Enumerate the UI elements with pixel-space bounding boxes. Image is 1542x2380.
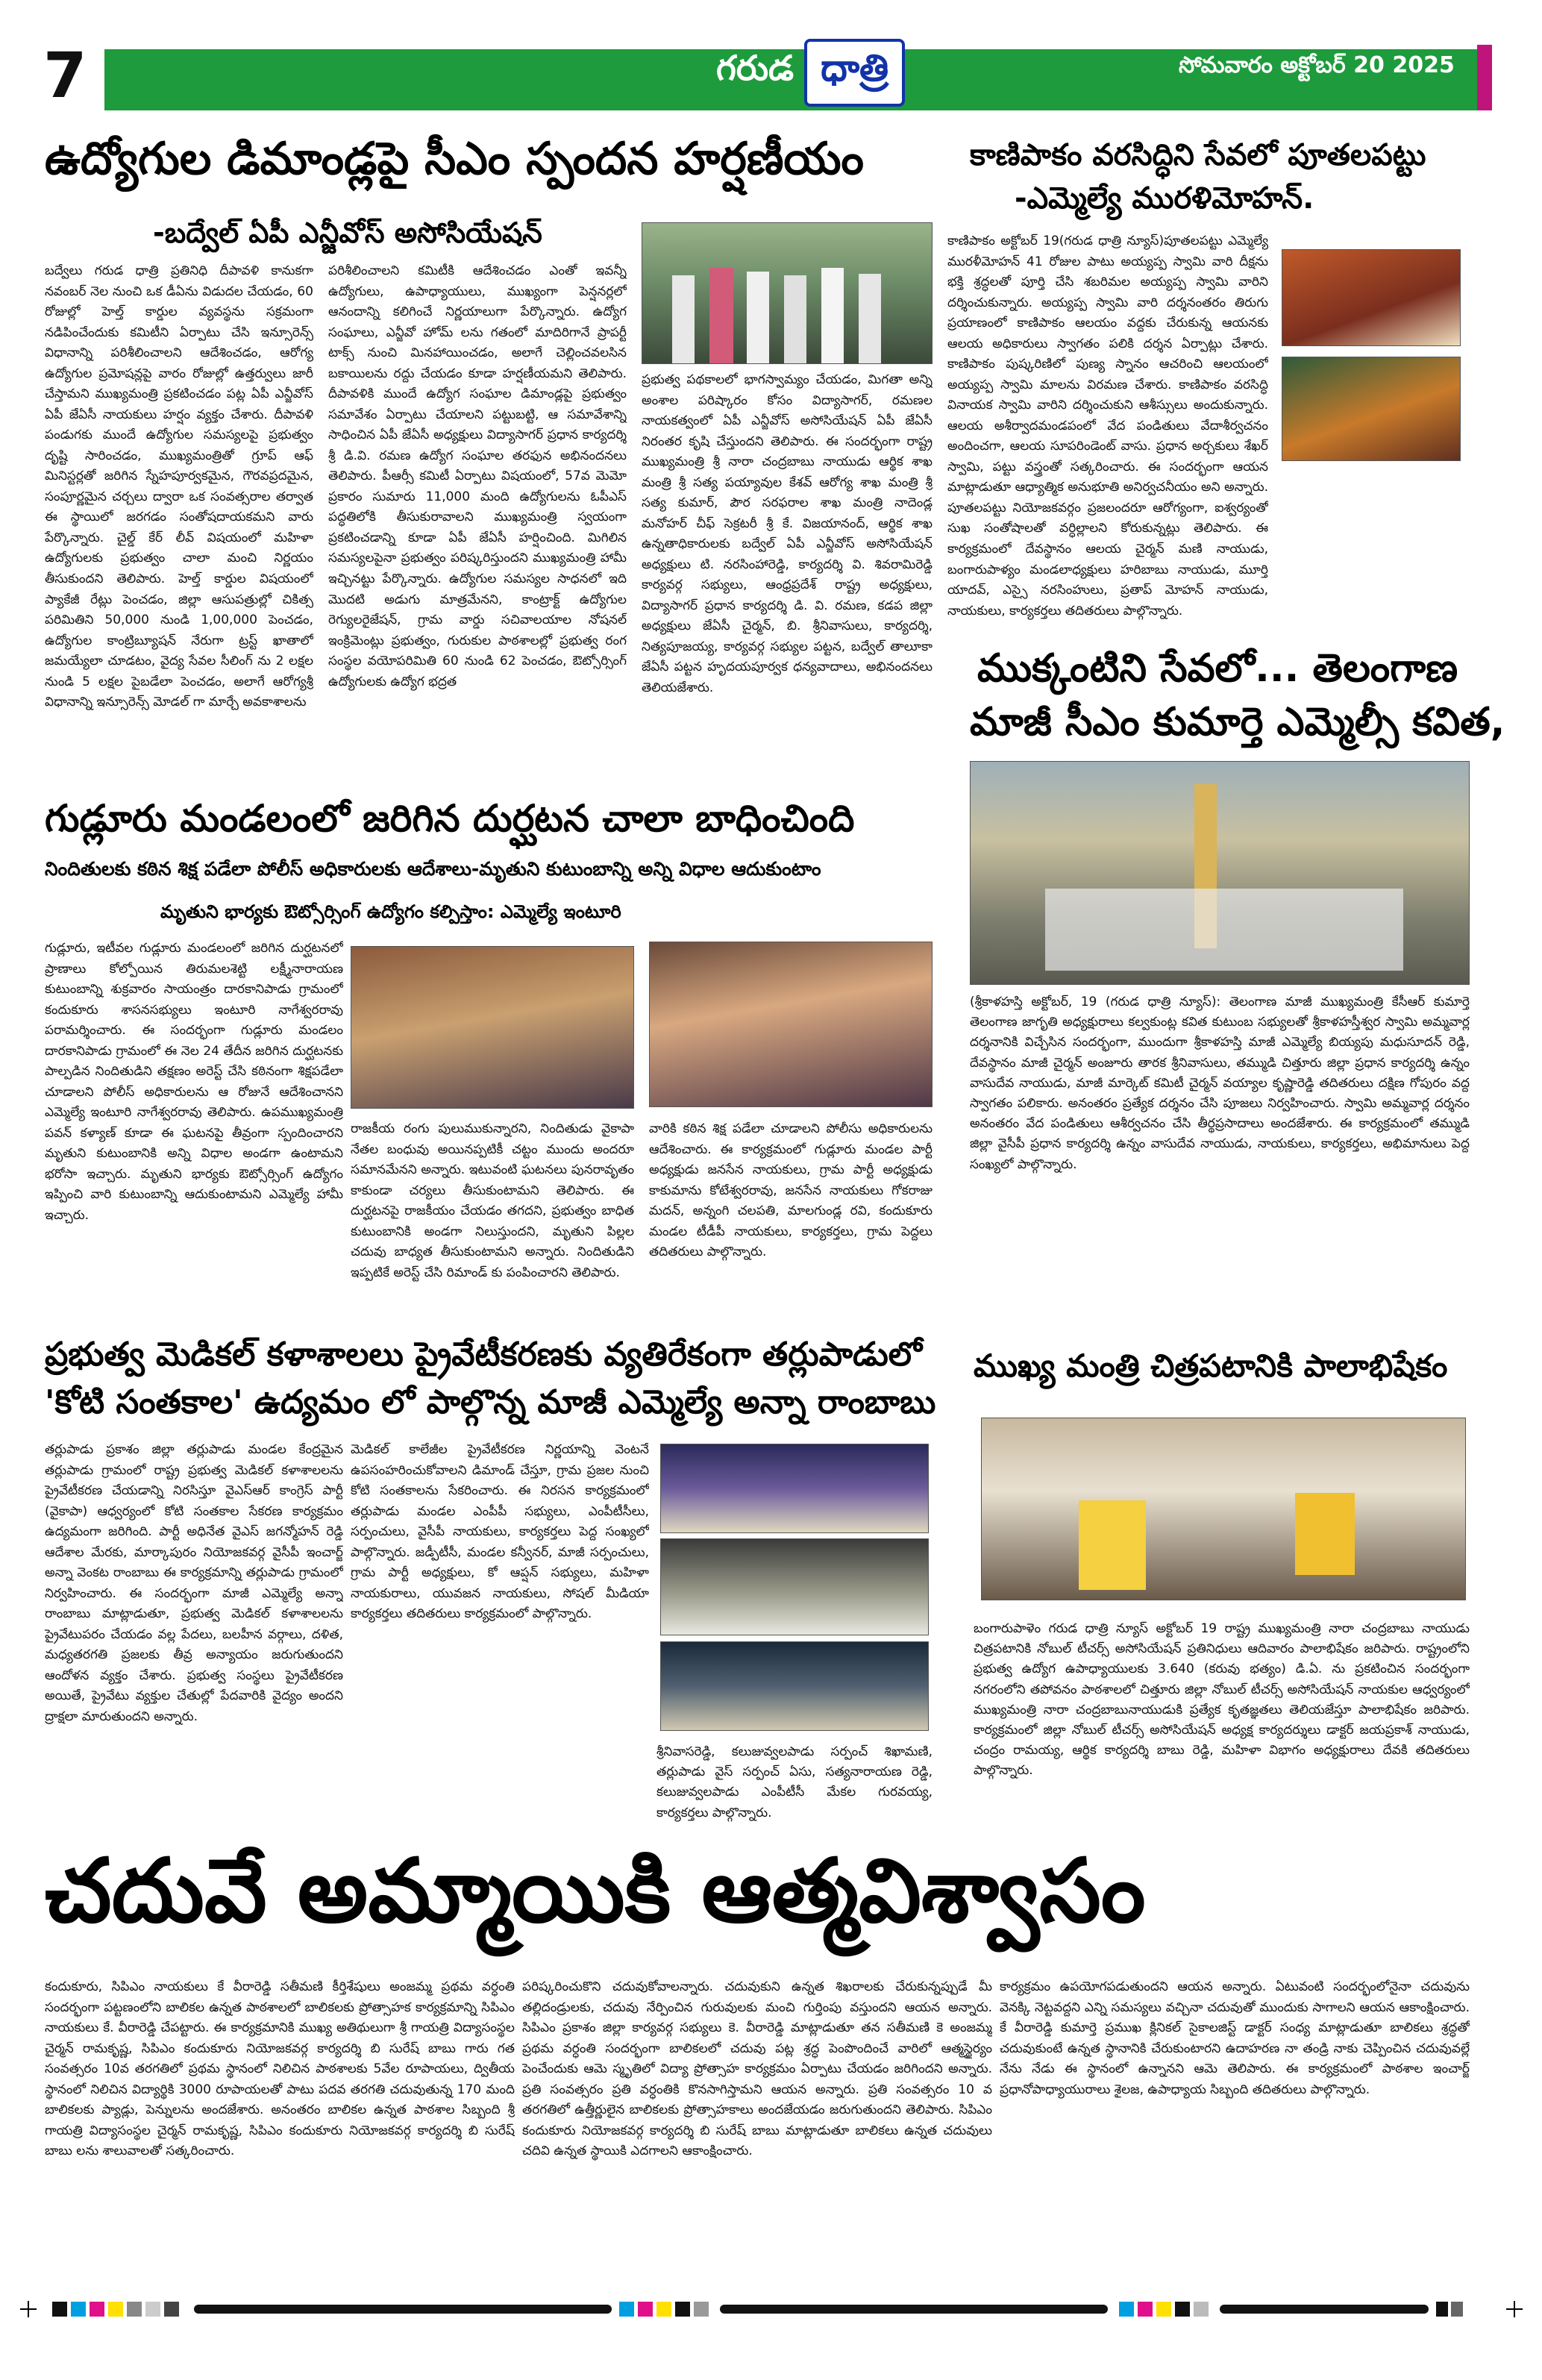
story5-headline2: 'కోటి సంతకాల' ఉద్యమం లో పాల్గొన్న మాజీ ఎమ్మెల్యే అన్నా రాంబాబు (45, 1383, 936, 1421)
story2-headline2: -ఎమ్మెల్యే మురళిమోహన్. (1015, 181, 1314, 216)
story1-col1: బద్వేలు గరుడ ధాత్రి ప్రతినిధి దీపావళి కానుకగా నవంబర్ నెల నుంచి ఒక డీఏను విడుదల చేయడం, 60 రోజుల్లో హెల్త్ కార్డుల వ్యవస్థను సక్రమంగా నడిపించేందుకు కమిటీని ఏర్పాటు చేసి ఇన్సూరెన్స్ విధానాన్ని పరిశీలించాలని ఆదేశించడం, ఆరోగ్య ఉద్యోగుల ప్రమోషన్లపై వారం రోజుల్లో ఉత్తర్వులు జారీ చేస్తామని ముఖ్యమంత్రి ప్రకటించడం పట్ల ఏపీ ఎన్జీవోస్ ఏపీ జేఏసీ నాయకులు హర్షం వ్యక్తం చేశారు. దీపావళి పండుగకు ముందే ఉద్యోగుల సమస్యలపై ప్రభుత్వం దృష్టి సారించడం, ముఖ్యమంత్రితో గ్రూప్ ఆఫ్ మినిస్టర్లతో జరిగిన స్నేహపూర్వకమైన, గౌరవప్రదమైన, సంపూర్ణమైన చర్చలు ద్వారా ఒక సంవత్సరాల తర్వాత ఈ స్థాయిలో జరగడం సంతోషదాయకమని వారు పేర్కొన్నారు. చైల్డ్ కేర్ లీవ్ విషయంలో మహిళా ఉద్యోగులకు ప్రభుత్వం చాలా మంచి నిర్ణయం తీసుకుందని తెలిపారు. హెల్త్ కార్డుల విషయంలో ప్యాకేజీ రేట్లు పెంచడం, జిల్లా ఆసుపత్రుల్లో చికిత్స పరిమితిని 50,000 నుండి 1,00,000 పెంచడం, ఉద్యోగుల కాంట్రిబ్యూషన్ నేరుగా ట్రస్ట్ ఖాతాలో జమయ్యేలా చూడటం, వైద్య సేవల సీలింగ్ ను 2 లక్షల నుండి 5 లక్షల పైబడేలా పెంచడం, అలాగే ఆరోగ్యశ్రీ విధానాన్ని ఇన్సూరెన్స్ మోడల్ గా మార్చే అవకాశాలను (45, 263, 313, 710)
story5-col1: తర్లుపాడు ప్రకాశం జిల్లా తర్లుపాడు మండల కేంద్రమైన తర్లుపాడు గ్రామంలో రాష్ట్ర ప్రభుత్వ మెడికల్ కళాశాలలను ప్రైవేటీకరణ చేయడాన్ని నిరసిస్తూ వైఎస్ఆర్ కాంగ్రెస్ పార్టీ (వైకాపా) ఆధ్వర్యంలో కోటి సంతకాల సేకరణ కార్యక్రమం ఉద్యమంగా జరిగింది. పార్టీ అధినేత వైఎస్ జగన్మోహన్ రెడ్డి ఆదేశాల మేరకు, మార్కాపురం నియోజకవర్గ వైసీపీ ఇంచార్జ్ అన్నా వెంకట రాంబాబు ఈ కార్యక్రమాన్ని తర్లుపాడు గ్రామంలో నిర్వహించారు. ఈ సందర్భంగా మాజీ ఎమ్మెల్యే అన్నా రాంబాబు మాట్లాడుతూ, ప్రభుత్వ మెడికల్ కళాశాలలను ప్రైవేటుపరం చేయడం వల్ల పేదలు, బలహీన వర్గాలు, దళిత, మధ్యతరగతి ప్రజలకు తీవ్ర అన్యాయం జరుగుతుందని ఆందోళన వ్యక్తం చేశారు. ప్రభుత్వ సంస్థలు ప్రైవేటీకరణ అయితే, ప్రైవేటు వ్యక్తుల చేతుల్లో పేదవారికి వైద్యం అందని ద్రాక్షలా మారుతుందని అన్నారు. (45, 1442, 343, 1724)
story2-col1: కాణిపాకం అక్టోబర్ 19(గరుడ ధాత్రి న్యూస్)పూతలపట్టు ఎమ్మెల్యే మురళీమోహన్ 41 రోజుల పాటు అయ్యప్ప స్వామి వారి దీక్షను భక్తి శ్రద్ధలతో పూర్తి చేసి శబరిమల అయ్యప్ప స్వామి వారిని దర్శించుకున్నారు. అయ్యప్ప స్వామి వారి దర్శనంతరం తిరుగు ప్రయాణంలో కాణిపాకం ఆలయం వద్దకు చేరుకున్న ఆయనకు ఆలయ అధికారులు స్వాగతం పలికి దర్శన ఏర్పాట్లు చేశారు. కాణిపాకం పుష్కరిణిలో పుణ్య స్నానం ఆచరించి ఆలయంలో అయ్యప్ప స్వామి మాలను విరమణ చేశారు. కాణిపాకం వరసిద్ధి వినాయక స్వామి వారిని దర్శించుకుని ఆశీస్సులు అందుకున్నారు. ఆలయ అశీర్వాదమండపంలో వేద పండితులు వేదాశీర్వచనం అందించగా, ఆలయ సూపరిండెంట్ వాసు. ప్రధాన అర్చకులు శేఖర్ స్వామి, పట్టు వస్త్రంతో సత్కరించారు. ఈ సందర్భంగా ఆయన మాట్లాడుతూ ఆధ్యాత్మిక అనుభూతి అనిర్వచనీయం అని అన్నారు. పూతలపట్టు నియోజకవర్గం ప్రజలందరూ ఆరోగ్యంగా, ఐశ్వర్యంతో సుఖ సంతోషాలతో వర్ధిల్లాలని కోరుకున్నట్లు తెలిపారు. ఈ కార్యక్రమంలో దేవస్థానం ఆలయ చైర్మన్ మణి నాయుడు, బంగారుపాళ్యం మండలాధ్యక్షులు హరిబాబు నాయుడు, మూర్తి యాదవ్, ఎస్సై నరసింహులు, ప్రతాప్ మోహన్ నాయుడు, నాయకులు, కార్యకర్తలు తదితరులు పాల్గొన్నారు. (947, 234, 1268, 619)
portrait-frame-icon (982, 1418, 1466, 1600)
story2-photo2 (1282, 357, 1461, 461)
logo-right-text: ధాత్రి (804, 39, 905, 107)
story4-col2: రాజకీయ రంగు పులుముకున్నారని, నిందితుడు వైకాపా నేతల బంధువు అయినప్పటికీ చట్టం ముందు అందరూ సమానమేనని అన్నారు. ఇటువంటి ఘటనలు పునరావృతం కాకుండా చర్యలు తీసుకుంటామని తెలిపారు. ఈ దుర్ఘటనపై రాజకీయం చేయడం తగదని, ప్రభుత్వం బాధిత కుటుంబానికి అండగా నిలుస్తుందని, మృతుని పిల్లల చదువు బాధ్యత తీసుకుంటామని అన్నారు. నిందితుడిని ఇప్పటికే అరెస్ట్ చేసి రిమాండ్ కు పంపించారని తెలిపారు. (351, 1121, 634, 1280)
logo-left-text: గరుడ (716, 48, 794, 88)
story3-headline: ముక్కంటిని సేవలో... తెలంగాణ (977, 646, 1458, 691)
story4-sub1: నిందితులకు కఠిన శిక్ష పడేలా పోలీస్ అధికారులకు ఆదేశాలు-మృతుని కుటుంబాన్ని అన్ని విధాల ఆదుకుంటాం (45, 858, 821, 880)
story6-caption: బంగారుపాళెం గరుడ ధాత్రి న్యూస్ అక్టోబర్ 19 రాష్ట్ర ముఖ్యమంత్రి నారా చంద్రబాబు నాయుడు చిత్రపటానికి నోబుల్ టీచర్స్ అసోసియేషన్ ప్రతినిధులు ఆదివారం పాలాభిషేకం జరిపారు. రాష్ట్రంలోని ప్రభుత్వ ఉద్యోగ ఉపాధ్యాయులకు 3.640 (కరువు భత్యం) డి.ఏ. ను ప్రకటించిన సందర్భంగా నగరంలోని తపోవనం పాఠశాలలో చిత్తూరు జిల్లా నోబుల్ టీచర్స్ అసోసియేషన్ నాయకుల ఆధ్వర్యంలో ముఖ్యమంత్రి నారా చంద్రబాబునాయుడుకి ప్రత్యేక కృతజ్ఞతలు తెలియజేస్తూ పాలాభిషేకం జరిపారు. కార్యక్రమంలో జిల్లా నోబుల్ టీచర్స్ అసోసియేషన్ అధ్యక్ష కార్యదర్శులు డాక్టర్ జయప్రకాశ్ నాయుడు, చంద్రం రామయ్య, ఆర్థిక కార్యదర్శి బాబు రెడ్డి, మహిళా విభాగం అధ్యక్షురాలు దేవకి తదితరులు పాల్గొన్నారు. (974, 1621, 1470, 1779)
story7-headline: చదువే అమ్మాయికి ఆత్మవిశ్వాసం (45, 1839, 1146, 1942)
story6-headline: ముఖ్య మంత్రి చిత్రపటానికి పాలాభిషేకం (974, 1347, 1448, 1384)
story1-col3: ప్రభుత్వ పథకాలలో భాగస్వామ్యం చేయడం, మిగతా అన్ని అంశాల పరిష్కారం కోసం విద్యాసాగర్, రమణల నాయకత్వంలో ఏపీ ఎన్జీవోస్ అసోసియేషన్ ఏపీ జేఏసీ నిరంతర కృషి చేస్తుందని తెలిపారు. ఈ సందర్భంగా రాష్ట్ర ముఖ్యమంత్రి శ్రీ నారా చంద్రబాబు నాయుడు ఆర్థిక శాఖ మంత్రి శ్రీ సత్య పయ్యావుల కేశవ్ ఆరోగ్య శాఖ మంత్రి శ్రీ సత్య కుమార్, పౌర సరఫరాల శాఖ మంత్రి నాదెండ్ల మనోహర్ చీఫ్ సెక్రటరీ శ్రీ కే. విజయానంద్, ఆర్థిక శాఖ ఉన్నతాధికారులకు బద్వేల్ ఏపీ ఎన్జీవోస్ అసోసియేషన్ అధ్యక్షులు టి. నరసింహారెడ్డి, కార్యదర్శి వి. శివరామిరెడ్డి కార్యవర్గ సభ్యులు, ఆంధ్రప్రదేశ్ రాష్ట్ర అధ్యక్షులు, విద్యాసాగర్ ప్రధాన కార్యదర్శి డి. వి. రమణ, కడప జిల్లా అధ్యక్షులు జేఏసీ చైర్మన్, బి. శ్రీనివాసులు, కార్యదర్శి, నిత్యపూజయ్య, కార్యవర్గ సభ్యుల పట్టన, బద్వేల్ తాలూకా జేఏసీ పట్టన హృదయపూర్వక ధన్యవాదాలు, అభినందనలు తెలియజేశారు. (642, 372, 933, 695)
print-color-bar (0, 2298, 1542, 2320)
group-photo-icon (642, 223, 933, 364)
story4-headline: గుడ్లూరు మండలంలో జరిగిన దుర్ఘటన చాలా బాధించింది (45, 797, 855, 840)
dateline: సోమవారం అక్టోబర్ 20 2025 (1179, 52, 1455, 78)
story7-col2: పరిష్కరించుకొని చదువుకోవాలన్నారు. చదువుకుని ఉన్నత శిఖరాలకు చేరుకున్నప్పుడే మీ తల్లిదండ్రులకు, చదువు నేర్పించిన గురువులకు మంచి గుర్తింపు వస్తుందని ఆయన అన్నారు. సిపిఎం ప్రకాశం జిల్లా కార్యవర్గ సభ్యులు కె. వీరారెడ్డి మాట్లాడుతూ తన సతీమణి కె అంజమ్మ ప్రథమ వర్ధంతి సందర్భంగా బాలికలలో చదువు పట్ల శ్రద్ధ పెంపొందించే వారిలో ఆత్మస్థైర్యం పెంచేందుకు ఆమె స్మృతిలో విద్యా ప్రోత్సాహ కార్యక్రమం ఏర్పాటు చేయడం జరిగిందని అన్నారు. ప్రతి సంవత్సరం ప్రతి వర్ధంతికి కొనసాగిస్తామని ఆయన అన్నారు. ప్రతి సంవత్సరం 10 వ తరగతిలో ఉత్తీర్ణులైన బాలికలకు ప్రోత్సాహకాలు అందజేయడం జరుగుతుందని తెలిపారు. సిపిఎం కందుకూరు నియోజకవర్గ కార్యదర్శి బి సురేష్ బాబు మాట్లాడుతూ బాలికలు ఉన్నత చదువులు చదివి ఉన్నత స్థాయికి ఎదగాలని ఆకాంక్షించారు. (522, 1979, 992, 2159)
story5-headline: ప్రభుత్వ మెడికల్ కళాశాలలు ప్రైవేటీకరణకు వ్యతిరేకంగా తర్లుపాడులో (45, 1335, 923, 1374)
story1-col2: పరిశీలించాలని కమిటీకి ఆదేశించడం ఎంతో ఇవన్నీ ఉద్యోగులు, ఉపాధ్యాయులు, ముఖ్యంగా పెన్షనర్లలో ఆనందాన్ని కలిగించే నిర్ణయాలుగా పేర్కొన్నారు. ఉద్యోగ సంఘాలు, ఎన్జీవో హోమ్ లను గతంలో మాదిరిగానే ప్రాపర్టీ టాక్స్ నుంచి మినహాయించడం, అలాగే చెల్లించవలసిన బకాయిలను రద్దు చేయడం కూడా హర్షణీయమని తెలిపారు. దీపావళికి ముందే ఉద్యోగ సంఘాల డిమాండ్లపై ప్రభుత్వం సమావేశం ఏర్పాటు చేయాలని పట్టుబట్టి, ఆ సమావేశాన్ని సాధించిన ఏపీ జేఏసీ అధ్యక్షులు విద్యాసాగర్ ప్రధాన కార్యదర్శి శ్రీ డి.వి. రమణ ఉద్యోగ సంఘాల తరఫున అభినందనలు తెలిపారు. పీఆర్సీ కమిటీ ఏర్పాటు విషయంలో, 57వ మెమో ప్రకారం సుమారు 11,000 మంది ఉద్యోగులను ఓపీఎస్ పద్ధతిలోకి తీసుకురావాలని ముఖ్యమంత్రి స్వయంగా ప్రకటించడాన్ని కూడా ఏపీ జేఏసీ హర్షించింది. మిగిలిన సమస్యలపైనా ప్రభుత్వం పరిష్కరిస్తుందని ముఖ్యమంత్రి హామీ ఇచ్చినట్టు పేర్కొన్నారు. ఉద్యోగుల సమస్యల సాధనలో ఇది మొదటి అడుగు మాత్రమేనని, కాంట్రాక్ట్ ఉద్యోగుల రెగ్యులరైజేషన్, గ్రామ వార్డు సచివాలయాల నోషనల్ ఇంక్రిమెంట్లు ప్రభుత్వం, గురుకుల పాఠశాలల్లో ప్రభుత్వ రంగ సంస్థల వయోపరిమితి 60 నుండి 62 పెంచడం, ఔట్సోర్సింగ్ ఉద్యోగులకు ఉద్యోగ భద్రత (328, 263, 627, 689)
story4-col3: వారికి కఠిన శిక్ష పడేలా చూడాలని పోలీసు అధికారులను ఆదేశించారు. ఈ కార్యక్రమంలో గుడ్లూరు మండల పార్టీ అధ్యక్షుడు జనసేన నాయకులు, గ్రామ పార్టీ అధ్యక్షుడు కాకుమాను కోటేశ్వరరావు, జనసేన నాయకులు గోకరాజు మదన్, అన్నంగి చలపతి, మాలగుండ్ల రవి, కందుకూరు మండల టీడీపీ నాయకులు, కార్యకర్తలు, గ్రామ పెద్దలు తదితరులు పాల్గొన్నారు. (649, 1121, 933, 1260)
story4-col1: గుడ్లూరు, ఇటీవల గుడ్లూరు మండలంలో జరిగిన దుర్ఘటనలో ప్రాణాలు కోల్పోయిన తిరుమలశెట్టి లక్ష్మీనారాయణ కుటుంబాన్ని శుక్రవారం సాయంత్రం దారకానిపాడు గ్రామంలో కందుకూరు శాసనసభ్యులు ఇంటూరి నాగేశ్వరరావు పరామర్శించారు. ఈ సందర్భంగా గుడ్లూరు మండలం దారకానిపాడు గ్రామంలో ఈ నెల 24 తేదీన జరిగిన దుర్ఘటనకు పాల్పడిన నిందితుడిని తక్షణం అరెస్ట్ చేసి కఠినంగా శిక్షపడేలా చూడాలని పోలీస్ అధికారులను ఆ రోజునే ఆదేశించానని ఎమ్మెల్యే ఇంటూరి నాగేశ్వరరావు తెలిపారు. ఉపముఖ్యమంత్రి పవన్ కళ్యాణ్ కూడా ఈ ఘటనపై తీవ్రంగా స్పందించారని మృతుని కుటుంబానికి అన్ని విధాల అండగా ఉంటామని భరోసా ఇచ్చారు. మృతుని భార్యకు ఔట్సోర్సింగ్ ఉద్యోగం ఇప్పించి వారి కుటుంబాన్ని ఆదుకుంటామని ఎమ్మెల్యే హామీ ఇచ్చారు. (45, 941, 343, 1223)
story5-photo1 (660, 1444, 929, 1533)
temple-crowd-icon (971, 762, 1470, 985)
story3-headline2: మాజీ సీఎం కుమార్తె ఎమ్మెల్సీ కవిత, (970, 700, 1505, 745)
story2-photo1 (1282, 249, 1461, 346)
newspaper-logo (716, 31, 905, 113)
story4-photo1 (351, 946, 634, 1109)
story1-headline: ఉద్యోగుల డిమాండ్లపై సీఎం స్పందన హర్షణీయం (45, 133, 864, 185)
story3-caption: (శ్రీకాళహస్తి అక్టోబర్, 19 (గరుడ ధాత్రి న్యూస్): తెలంగాణ మాజీ ముఖ్యమంత్రి కేసీఆర్ కుమార్తె తెలంగాణ జాగృతి అధ్యక్షురాలు కల్వకుంట్ల కవిత కుటుంబ సభ్యులతో శ్రీకాళహస్తీశ్వర స్వామి అమ్మవార్ల దర్శనానికి విచ్చేసిన సందర్భంగా, ముందుగా శ్రీకాళహస్తి మాజీ ఎమ్మెల్యే బియ్యపు మధుసూదన్ రెడ్డి, దేవస్థానం మాజీ చైర్మన్ అంజూరు తారక శ్రీనివాసులు, తమ్ముడి చిత్తూరు జిల్లా ప్రధాన కార్యదర్శి ఉన్నం వాసుదేవ నాయుడు, మాజీ మార్కెట్ కమిటీ చైర్మన్ వయ్యాల కృష్ణారెడ్డి తదితరులు దక్షిణ గోపురం వద్ద స్వాగతం పలికారు. అనంతరం ప్రత్యేక దర్శనం చేసి పూజలు నిర్వహించారు. స్వామి అమ్మవార్ల దర్శనం అనంతరం వేద పండితులు ఆశీర్వచనం చేసి తీర్థప్రసాదాలు అందజేశారు. ఈ కార్యక్రమంలో తమ్ముడి జిల్లా వైసీపీ ప్రధాన కార్యదర్శి ఉన్నం వాసుదేవ నాయుడు, నాయకులు, కార్యకర్తలు, అభిమానులు పెద్ద సంఖ్యలో పాల్గొన్నారు. (970, 995, 1470, 1172)
story2-headline: కాణిపాకం వరసిద్ధిని సేవలో పూతలపట్టు (970, 138, 1426, 172)
registration-mark-right-icon (1506, 2301, 1523, 2317)
story5-col2: మెడికల్ కాలేజీల ప్రైవేటీకరణ నిర్ణయాన్ని వెంటనే ఉపసంహరించుకోవాలని డిమాండ్ చేస్తూ, గ్రామ ప్రజల నుంచి కోటి సంతకాలను సేకరించారు. ఈ నిరసన కార్యక్రమంలో తర్లుపాడు మండల ఎంపీపీ సభ్యులు, ఎంపీటీసీలు, సర్పంచులు, వైసీపీ నాయకులు, కార్యకర్తలు పెద్ద సంఖ్యలో పాల్గొన్నారు. జడ్పీటీసీ, మండల కన్వీనర్, మాజీ సర్పంచులు, గ్రామ పార్టీ అధ్యక్షులు, కో ఆప్షన్ సభ్యులు, మహిళా నాయకురాలు, యువజన నాయకులు, సోషల్ మీడియా కార్యకర్తలు తదితరులు కార్యక్రమంలో పాల్గొన్నారు. (351, 1442, 649, 1622)
registration-mark-icon (20, 2301, 37, 2317)
page-number: 7 (43, 39, 87, 112)
story1-byline: -బద్వేల్ ఏపీ ఎన్జీవోస్ అసోసియేషన్ (153, 216, 542, 249)
story6-photo (981, 1418, 1466, 1600)
story5-photo3 (660, 1641, 929, 1731)
story4-sub2: మృతుని భార్యకు ఔట్సోర్సింగ్ ఉద్యోగం కల్పిస్తాం: ఎమ్మెల్యే ఇంటూరి (160, 901, 621, 922)
story3-photo (970, 761, 1470, 985)
story1-photo (642, 222, 933, 364)
masthead-accent (1477, 45, 1492, 110)
story5-photo2 (660, 1538, 929, 1635)
story4-photo2 (649, 942, 933, 1107)
story7-col3: కార్యక్రమం ఉపయోగపడుతుందని ఆయన అన్నారు. ఏటువంటి సందర్భంలోనైనా చదువును వెనక్కి నెట్టవద్దని ఎన్ని సమస్యలు వచ్చినా చదువుతో ముందుకు సాగాలని ఆయన ఆకాంక్షించారు. కే వీరారెడ్డి కుమార్తె ప్రముఖ క్లినికల్ సైకాలజిస్ట్ డాక్టర్ సంధ్య మాట్లాడుతూ బాలికలు శ్రద్ధతో చదువుకుంటే ఉన్నత స్థానానికి చేరుకుంటారని ఉదాహరణ నా తండ్రి నాకు చెప్పించిన చదువువల్లే నేను నేడు ఈ స్థానంలో ఉన్నానని ఆమె తెలిపారు. ఈ కార్యక్రమంలో పాఠశాల ఇంచార్జ్ ప్రధానోపాధ్యాయురాలు శైలజ, ఉపాధ్యాయ సిబ్బంది తదితరులు పాల్గొన్నారు. (1000, 1979, 1470, 2097)
story5-caption: శ్రీనివాసరెడ్డి, కలుజువ్వలపాడు సర్పంచ్ శిఖామణి, తర్లుపాడు వైస్ సర్పంచ్ ఏసు, సత్యనారాయణ రెడ్డి, కలుజువ్వలపాడు ఎంపీటీసీ మేకల గురవయ్య, కార్యకర్తలు పాల్గొన్నారు. (656, 1744, 933, 1820)
story7-col1: కందుకూరు, సిపిఎం నాయకులు కే వీరారెడ్డి సతీమణి కీర్తిశేషులు అంజమ్మ ప్రథమ వర్ధంతి సందర్భంగా పట్టణంలోని బాలికల ఉన్నత పాఠశాలలో బాలికలకు ప్రోత్సాహక కార్యక్రమాన్ని సిపిఎం నాయకులు కే. వీరారెడ్డి చేపట్టారు. ఈ కార్యక్రమానికి ముఖ్య అతిథులుగా శ్రీ గాయత్రి విద్యాసంస్థల చైర్మన్ రామకృష్ణ, సిపిఎం కందుకూరు నియోజకవర్గ కార్యదర్శి బి సురేష్ బాబు గారు గత సంవత్సరం 10వ తరగతిలో ప్రథమ స్థానంలో నిలిచిన పాఠశాలకు 5వేల రూపాయలు, ద్వితీయ స్థానంలో నిలిచిన విద్యార్థికి 3000 రూపాయలతో పాటు పదవ తరగతి చదువుతున్న 170 మంది బాలికలకు ప్యాడ్లు, పెన్నులను అందజేశారు. అనంతరం బాలికల ఉన్నత పాఠశాల సిబ్బంది శ్రీ గాయత్రి విద్యాసంస్థల చైర్మన్ రామకృష్ణ, సిపిఎం కందుకూరు నియోజకవర్గ కార్యదర్శి బి సురేష్ బాబు లను శాలువాలతో సత్కరించారు. (45, 1979, 515, 2159)
